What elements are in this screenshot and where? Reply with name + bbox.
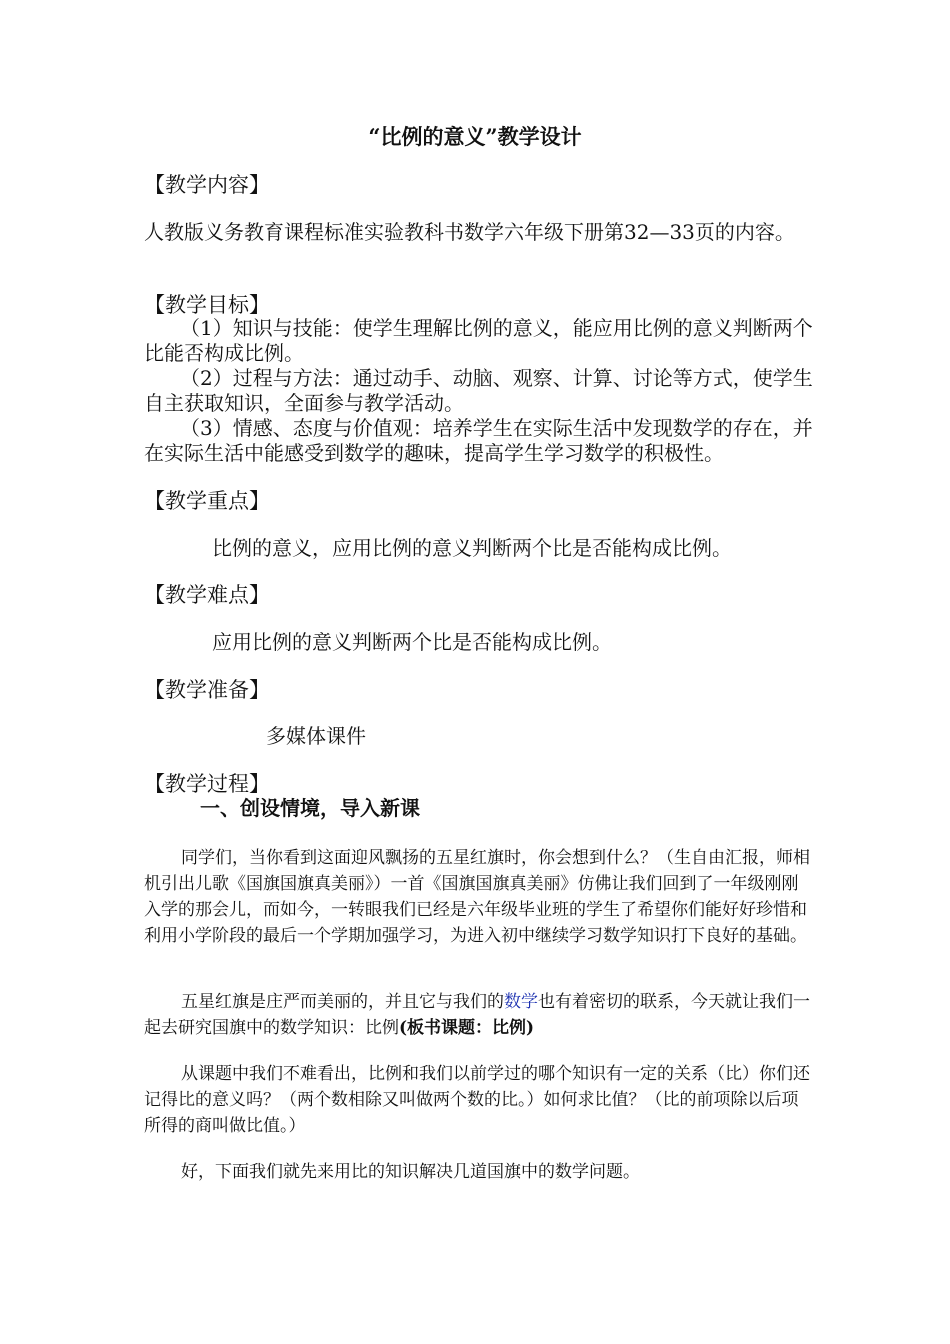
heading-goals: 【教学目标】 — [144, 293, 270, 317]
preparation-text: 多媒体课件 — [266, 724, 366, 748]
paragraph-2-text-a: 五星红旗是庄严而美丽的，并且它与我们的 — [181, 992, 504, 1012]
process-paragraph-3: 从课题中我们不难看出，比例和我们以前学过的哪个知识有一定的关系（比）你们还记得比的意义吗？（两个数相除又叫做两个数的比。）如何求比值？（比的前项除以后项所得的商叫做比值。） — [144, 1064, 810, 1136]
heading-preparation: 【教学准备】 — [144, 678, 270, 702]
heading-key-points: 【教学重点】 — [144, 489, 270, 513]
goal-item-3: （3）情感、态度与价值观：培养学生在实际生活中发现数学的存在，并在实际生活中能感受到数学的趣味，提高学生学习数学的积极性。 — [144, 416, 813, 465]
math-link[interactable]: 数学 — [504, 992, 538, 1012]
heading-process: 【教学过程】 — [144, 772, 270, 796]
board-title-note: (板书课题：比例) — [399, 1018, 535, 1038]
difficulty-text: 应用比例的意义判断两个比是否能构成比例。 — [212, 630, 612, 654]
content-text: 人教版义务教育课程标准实验教科书数学六年级下册第32—33页的内容。 — [144, 220, 795, 244]
heading-content: 【教学内容】 — [144, 173, 270, 197]
goal-item-2: （2）过程与方法：通过动手、动脑、观察、计算、讨论等方式，使学生自主获取知识，全面参与教学活动。 — [144, 366, 813, 415]
process-paragraph-4: 好，下面我们就先来用比的知识解决几道国旗中的数学问题。 — [181, 1162, 640, 1182]
process-paragraph-1: 同学们，当你看到这面迎风飘扬的五星红旗时，你会想到什么？（生自由汇报，师相机引出儿歌《国旗国旗真美丽》）一首《国旗国旗真美丽》仿佛让我们回到了一年级刚刚入学的那会儿，而如今，一转眼我们已经是六年级毕业班的学生了希望你们能好好珍惜和利用小学阶段的最后一个学期加强学习，为进入初中继续学习数学知识打下良好的基础。 — [144, 848, 810, 946]
goal-item-1: （1）知识与技能：使学生理解比例的意义，能应用比例的意义判断两个比能否构成比例。 — [144, 316, 813, 365]
document-title: “比例的意义”教学设计 — [368, 124, 582, 149]
section-1-title: 一、创设情境，导入新课 — [200, 796, 420, 820]
key-points-text: 比例的意义，应用比例的意义判断两个比是否能构成比例。 — [212, 536, 732, 560]
process-paragraph-2 — [144, 989, 814, 1041]
heading-difficulty: 【教学难点】 — [144, 583, 270, 607]
paragraph-2-text-b: 也有着密切的联系，今天就让我们一起去研究国旗中的数学知识：比例 — [144, 992, 810, 1038]
